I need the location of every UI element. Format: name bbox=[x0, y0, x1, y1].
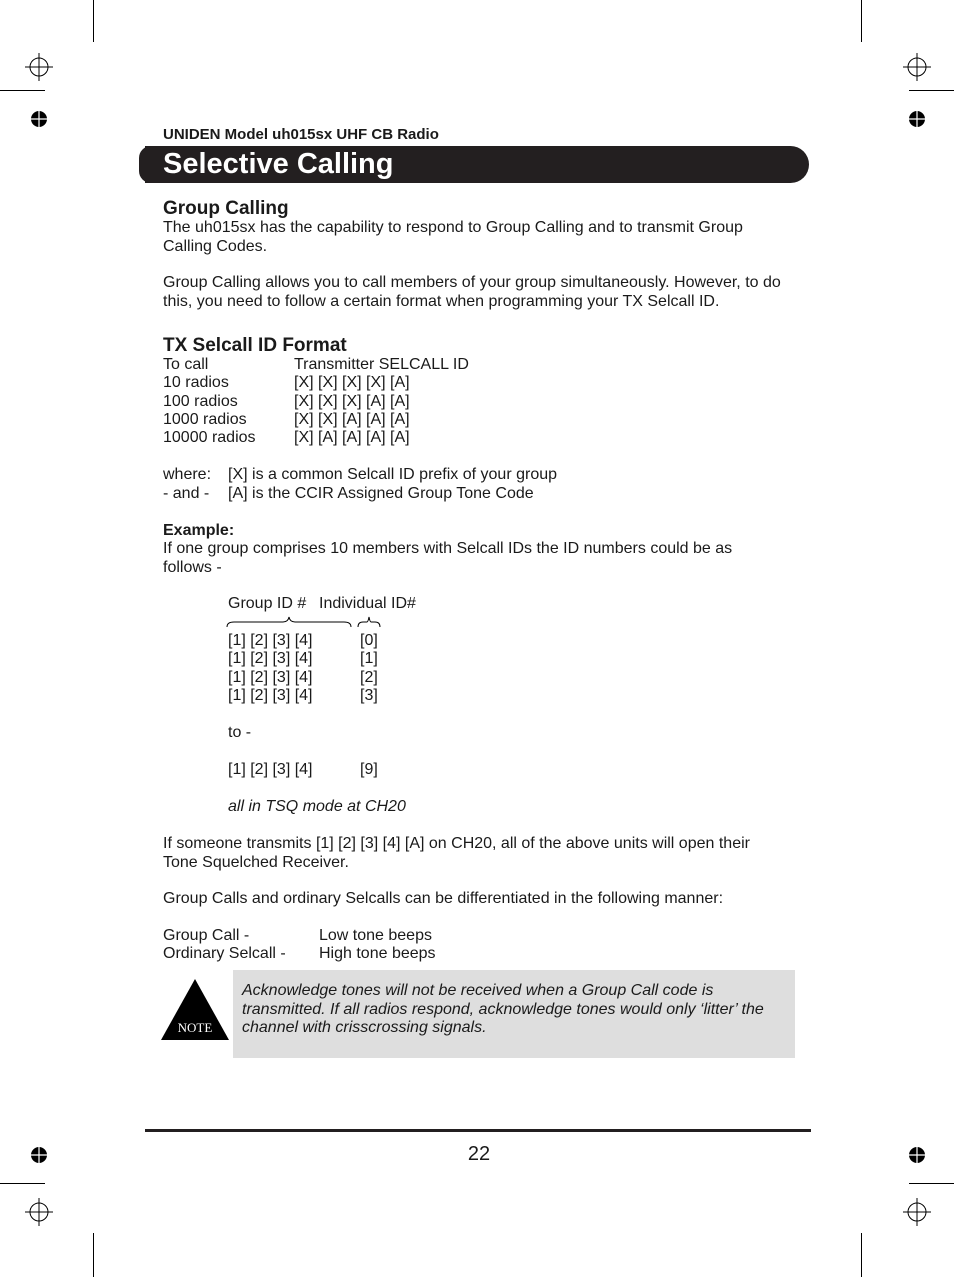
group-calling-heading: Group Calling bbox=[163, 198, 289, 219]
registration-target-icon bbox=[25, 1198, 53, 1226]
title-bar bbox=[145, 146, 809, 183]
example-group-id: [1] [2] [3] [4] bbox=[228, 669, 313, 686]
tone-type: Group Call - bbox=[163, 927, 250, 944]
footer-rule bbox=[145, 1129, 811, 1132]
note-text: Acknowledge tones will not be received when a Group Call code is transmitted. If all radios respond, acknowledge tones would only ‘litter’ the channel with crisscrossing signals. bbox=[242, 982, 764, 1036]
mode-note: all in TSQ mode at CH20 bbox=[228, 798, 406, 815]
individual-brace bbox=[357, 616, 381, 628]
format-row-id: [X] [A] [A] [A] [A] bbox=[294, 429, 410, 446]
note-box bbox=[233, 970, 795, 1058]
where-label: where: bbox=[163, 466, 212, 483]
tone-description: Low tone beeps bbox=[319, 927, 432, 944]
example-individual-id: [9] bbox=[360, 761, 378, 778]
format-row-call: 10000 radios bbox=[163, 429, 256, 446]
example-individual-id: [2] bbox=[360, 669, 378, 686]
registration-dot-icon bbox=[906, 108, 928, 130]
tone-description: High tone beeps bbox=[319, 945, 436, 962]
example-group-id: [1] [2] [3] [4] bbox=[228, 687, 313, 704]
example-heading: Example: bbox=[163, 522, 235, 539]
example-individual-id: [3] bbox=[360, 687, 378, 704]
format-row-id: [X] [X] [X] [A] [A] bbox=[294, 393, 410, 410]
and-label: - and - bbox=[163, 485, 210, 502]
and-text: [A] is the CCIR Assigned Group Tone Code bbox=[228, 485, 534, 502]
group-id-header: Group ID # bbox=[228, 595, 307, 612]
to-text: to - bbox=[228, 724, 252, 741]
format-row-call: 10 radios bbox=[163, 374, 229, 391]
page-number: 22 bbox=[467, 1143, 491, 1165]
format-row-id: [X] [X] [X] [X] [A] bbox=[294, 374, 410, 391]
format-row-id: [X] [X] [A] [A] [A] bbox=[294, 411, 410, 428]
registration-dot-icon bbox=[28, 108, 50, 130]
note-icon-label: NOTE bbox=[177, 1020, 213, 1035]
registration-dot-icon bbox=[906, 1144, 928, 1166]
example-individual-id: [0] bbox=[360, 632, 378, 649]
registration-dot-icon bbox=[28, 1144, 50, 1166]
group-calling-para2: Group Calling allows you to call members of your group simultaneously. However, to do this, you need to follow a certain format when programming your TX Selcall ID. bbox=[163, 274, 781, 310]
registration-target-icon bbox=[903, 1198, 931, 1226]
page-title: Selective Calling bbox=[163, 148, 394, 180]
transmit-paragraph: If someone transmits [1] [2] [3] [4] [A] on CH20, all of the above units will open their Tone Squelched Receiver. bbox=[163, 835, 750, 871]
example-group-id: [1] [2] [3] [4] bbox=[228, 650, 313, 667]
header-model: UNIDEN Model uh015sx UHF CB Radio bbox=[163, 126, 439, 143]
example-individual-id: [1] bbox=[360, 650, 378, 667]
selcall-id-header: Transmitter SELCALL ID bbox=[294, 356, 469, 373]
format-row-call: 100 radios bbox=[163, 393, 238, 410]
individual-id-header: Individual ID# bbox=[319, 595, 416, 612]
example-group-id: [1] [2] [3] [4] bbox=[228, 761, 313, 778]
registration-target-icon bbox=[25, 53, 53, 81]
example-intro: If one group comprises 10 members with Selcall IDs the ID numbers could be as follows - bbox=[163, 540, 733, 576]
tone-type: Ordinary Selcall - bbox=[163, 945, 286, 962]
tx-format-heading: TX Selcall ID Format bbox=[163, 335, 347, 356]
where-text: [X] is a common Selcall ID prefix of your group bbox=[228, 466, 558, 483]
group-brace bbox=[226, 616, 352, 628]
differentiate-paragraph: Group Calls and ordinary Selcalls can be differentiated in the following manner: bbox=[163, 890, 724, 907]
group-calling-para1: The uh015sx has the capability to respond to Group Calling and to transmit Group Calling Codes. bbox=[163, 219, 743, 255]
format-row-call: 1000 radios bbox=[163, 411, 247, 428]
example-group-id: [1] [2] [3] [4] bbox=[228, 632, 313, 649]
registration-target-icon bbox=[903, 53, 931, 81]
to-call-header: To call bbox=[163, 356, 209, 373]
